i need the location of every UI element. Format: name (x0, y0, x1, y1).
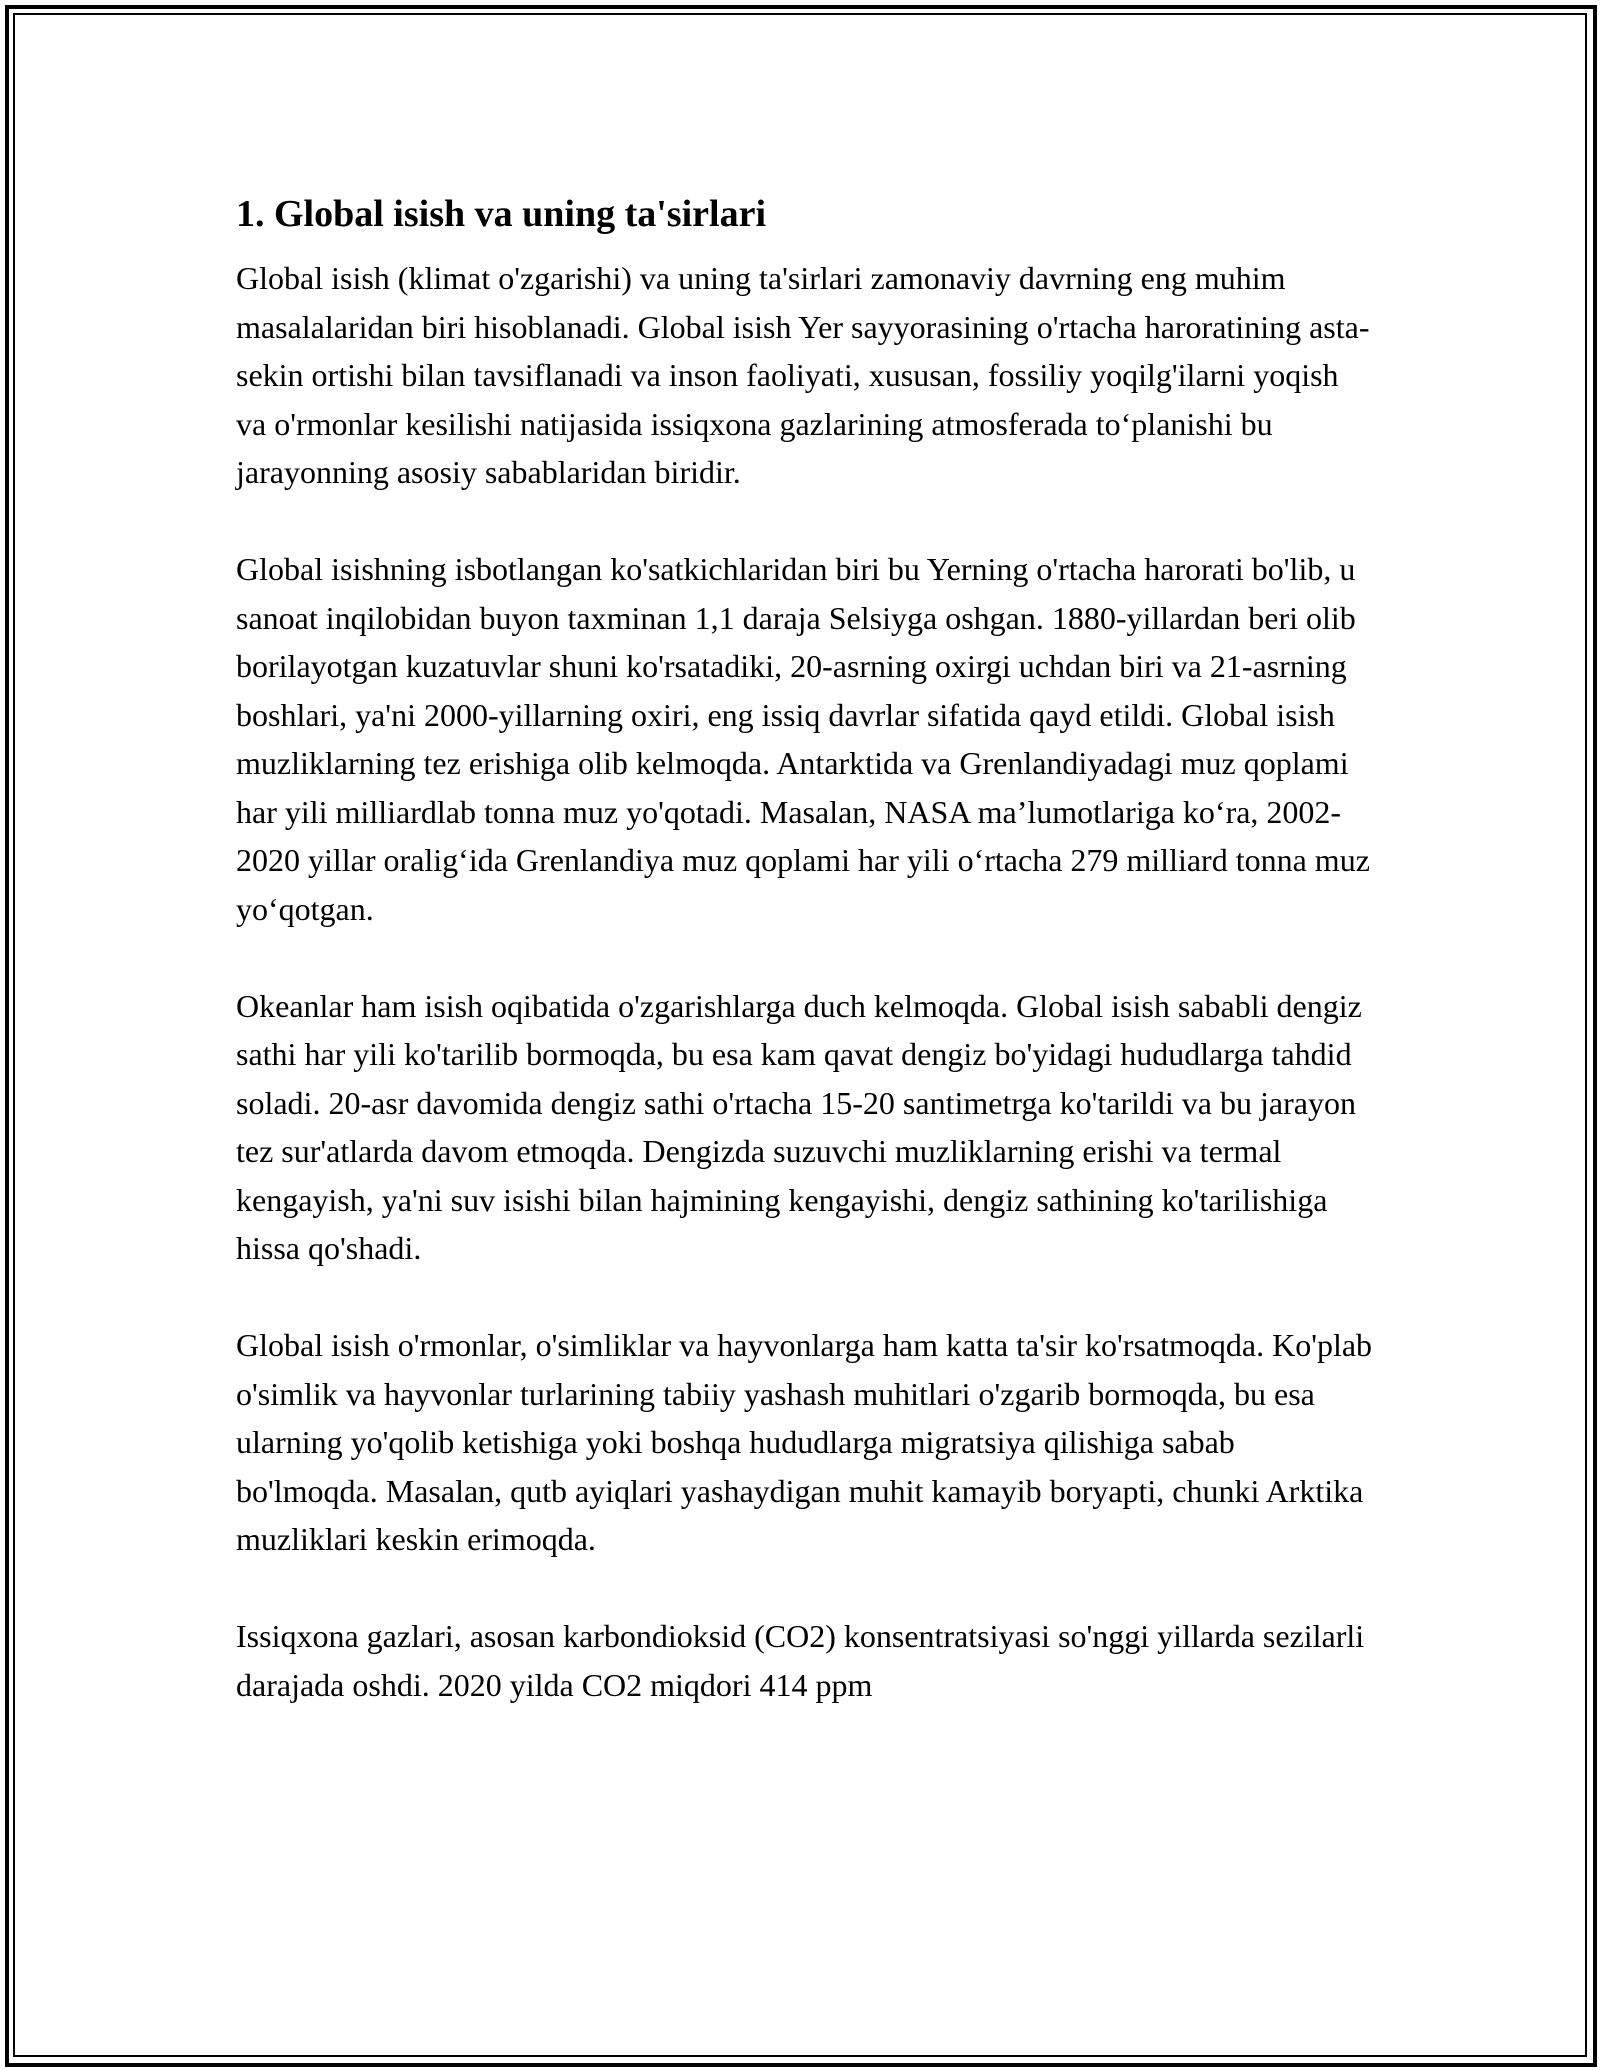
paragraph-4: Global isish o'rmonlar, o'simliklar va hayvonlarga ham katta ta'sir ko'rsatmoqda. Ko'plab o'simlik va hayvonlar turlarining tabiiy yashash muhitlari o'zgarib bormoqda, bu esa ularning yo'qolib ketishiga yoki boshqa hududlarga migratsiya qilishiga sabab bo'lmoqda. Masalan, qutb ayiqlari yashaydigan muhit kamayib boryapti, chunki Arktika muzliklari keskin erimoqda. (236, 1327, 1373, 1557)
document-body (236, 186, 1376, 1709)
paragraph-3: Okeanlar ham isish oqibatida o'zgarishlarga duch kelmoqda. Global isish sababli dengiz sathi har yili ko'tarilib bormoqda, bu esa kam qavat dengiz bo'yidagi hududlarga tahdid soladi. 20-asr davomida dengiz sathi o'rtacha 15-20 santimetrga ko'tarildi va bu jarayon tez sur'atlarda davom etmoqda. Dengizda suzuvchi muzliklarning erishi va termal kengayish, ya'ni suv isishi bilan hajmining kengayishi, dengiz sathining ko'tarilishiga hissa qo'shadi. (236, 987, 1362, 1266)
section-heading: 1. Global isish va uning ta'sirlari (236, 193, 766, 235)
paragraph-5: Issiqxona gazlari, asosan karbondioksid (CO2) konsentratsiyasi so'nggi yillarda sezilarli darajada oshdi. 2020 yilda CO2 miqdori 414 ppm (236, 1618, 1365, 1703)
paragraph-2: Global isishning isbotlangan ko'satkichlaridan biri bu Yerning o'rtacha harorati bo'lib, u sanoat inqilobidan buyon taxminan 1,1 daraja Selsiyga oshgan. 1880-yillardan beri olib borilayotgan kuzatuvlar shuni ko'rsatadiki, 20-asrning oxirgi uchdan biri va 21-asrning boshlari, ya'ni 2000-yillarning oxiri, eng issiq davrlar sifatida qayd etildi. Global isish muzliklarning tez erishiga olib kelmoqda. Antarktida va Grenlandiyadagi muz qoplami har yili milliardlab tonna muz yo'qotadi. Masalan, NASA ma’lumotlariga ko‘ra, 2002-2020 yillar oralig‘ida Grenlandiya muz qoplami har yili o‘rtacha 279 milliard tonna muz yo‘qotgan. (236, 551, 1370, 927)
paragraph-1: Global isish (klimat o'zgarishi) va uning ta'sirlari zamonaviy davrning eng muhim masalalaridan biri hisoblanadi. Global isish Yer sayyorasining o'rtacha haroratining asta-sekin ortishi bilan tavsiflanadi va inson faoliyati, xususan, fossiliy yoqilg'ilarni yoqish va o'rmonlar kesilishi natijasida issiqxona gazlarining atmosferada to‘planishi bu jarayonning asosiy sabablaridan biridir. (236, 260, 1370, 490)
